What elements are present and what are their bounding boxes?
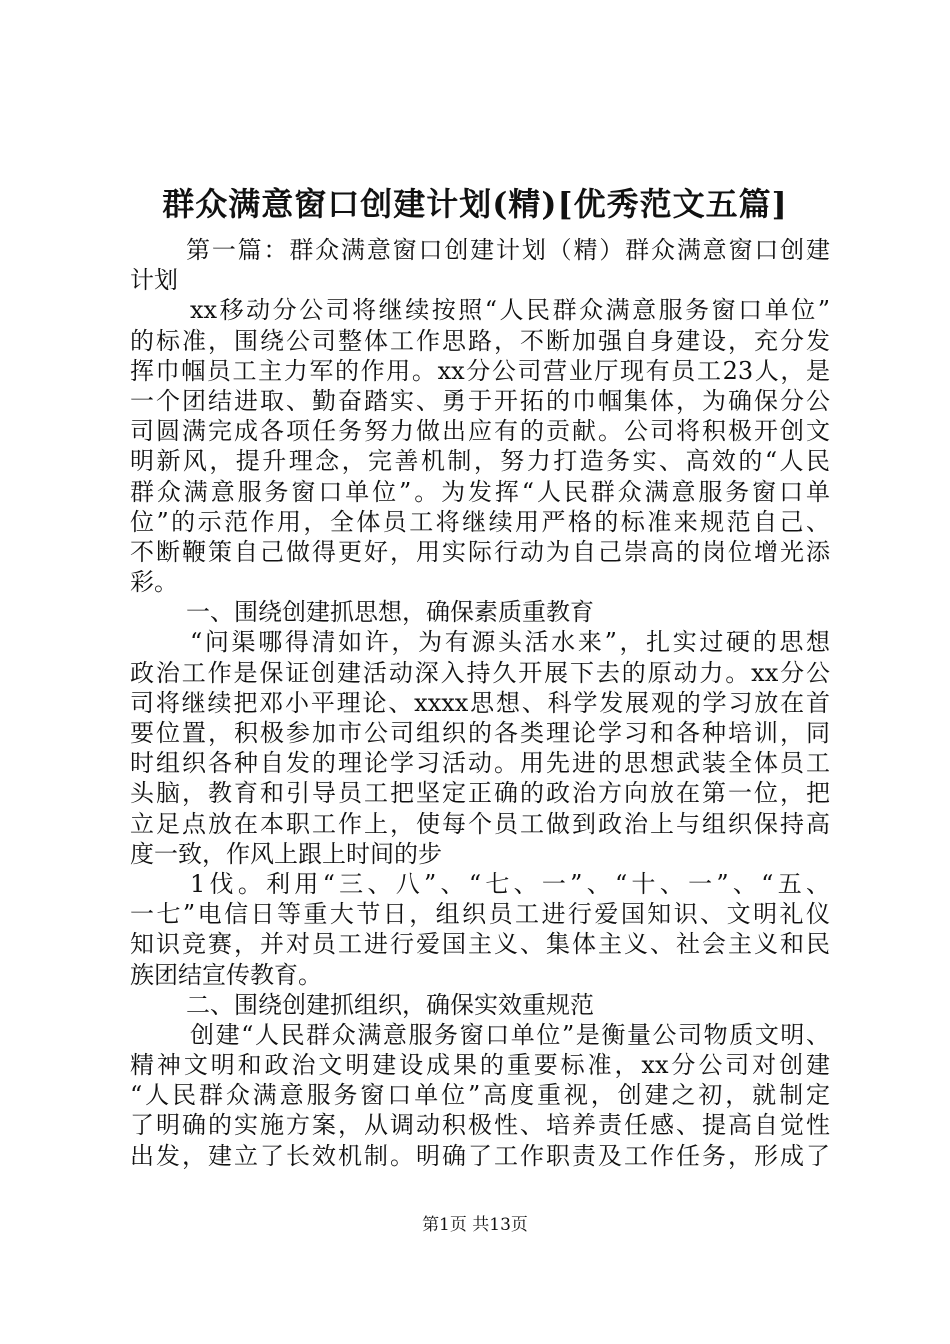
- section-heading: 一、围绕创建抓思想，确保素质重教育: [186, 598, 594, 627]
- text-line: 了明确的实施方案，从调动积极性、培养责任感、提高自觉性: [130, 1111, 830, 1140]
- text-line: 第一篇：群众满意窗口创建计划（精）群众满意窗口创建: [186, 236, 830, 264]
- text-line: 明新风，提升理念，完善机制，努力打造务实、高效的“人民: [130, 447, 830, 476]
- text-line: “问渠哪得清如许，为有源头活水来”，扎实过硬的思想: [190, 628, 830, 657]
- text-line: 时组织各种自发的理论学习活动。用先进的思想武装全体员工: [130, 749, 830, 778]
- text-line: 知识竞赛，并对员工进行爱国主义、集体主义、社会主义和民: [130, 930, 830, 959]
- text-line: 挥巾帼员工主力军的作用。xx分公司营业厅现有员工23人，是: [130, 356, 830, 385]
- text-line: 立足点放在本职工作上，使每个员工做到政治上与组织保持高: [130, 809, 830, 838]
- text-line: 一个团结进取、勤奋踏实、勇于开拓的巾帼集体，为确保分公: [130, 386, 830, 415]
- text-line: 一七”电信日等重大节日，组织员工进行爱国知识、文明礼仪: [130, 900, 830, 929]
- page-footer: 第1页 共13页: [422, 1215, 528, 1235]
- text-line: 出发，建立了长效机制。明确了工作职责及工作任务，形成了: [130, 1141, 830, 1170]
- text-line: 创建“人民群众满意服务窗口单位”是衡量公司物质文明、: [190, 1020, 830, 1049]
- text-line: 1伐。利用“三、八”、“七、一”、“十、一”、“五、: [190, 869, 830, 898]
- text-line: 司将继续把邓小平理论、xxxx思想、科学发展观的学习放在首: [130, 688, 830, 717]
- section-heading: 二、围绕创建抓组织，确保实效重规范: [186, 990, 594, 1019]
- text-line: 不断鞭策自己做得更好，用实际行动为自己崇高的岗位增光添: [130, 537, 830, 566]
- text-line: 头脑，教育和引导员工把坚定正确的政治方向放在第一位，把: [130, 779, 830, 808]
- text-line: 的标准，围绕公司整体工作思路，不断加强自身建设，充分发: [130, 326, 830, 355]
- text-line: 度一致，作风上跟上时间的步: [130, 839, 442, 868]
- text-line: 司圆满完成各项任务努力做出应有的贡献。公司将积极开创文: [130, 417, 830, 446]
- document-title: 群众满意窗口创建计划(精)[优秀范文五篇]: [162, 185, 788, 223]
- text-line: 精神文明和政治文明建设成果的重要标准，xx分公司对创建: [130, 1051, 830, 1080]
- text-line: 群众满意服务窗口单位”。为发挥“人民群众满意服务窗口单: [130, 477, 830, 506]
- text-line: 政治工作是保证创建活动深入持久开展下去的原动力。xx分公: [130, 658, 830, 687]
- text-line: 要位置，积极参加市公司组织的各类理论学习和各种培训，同: [130, 719, 830, 747]
- document-body: [130, 235, 830, 1171]
- text-line: 计划: [130, 266, 178, 295]
- text-line: 位”的示范作用，全体员工将继续用严格的标准来规范自己、: [130, 507, 830, 536]
- text-line: xx移动分公司将继续按照“人民群众满意服务窗口单位”: [190, 296, 830, 325]
- text-line: “人民群众满意服务窗口单位”高度重视，创建之初，就制定: [130, 1081, 830, 1110]
- text-line: 族团结宣传教育。: [130, 960, 322, 989]
- text-line: 彩。: [130, 568, 178, 597]
